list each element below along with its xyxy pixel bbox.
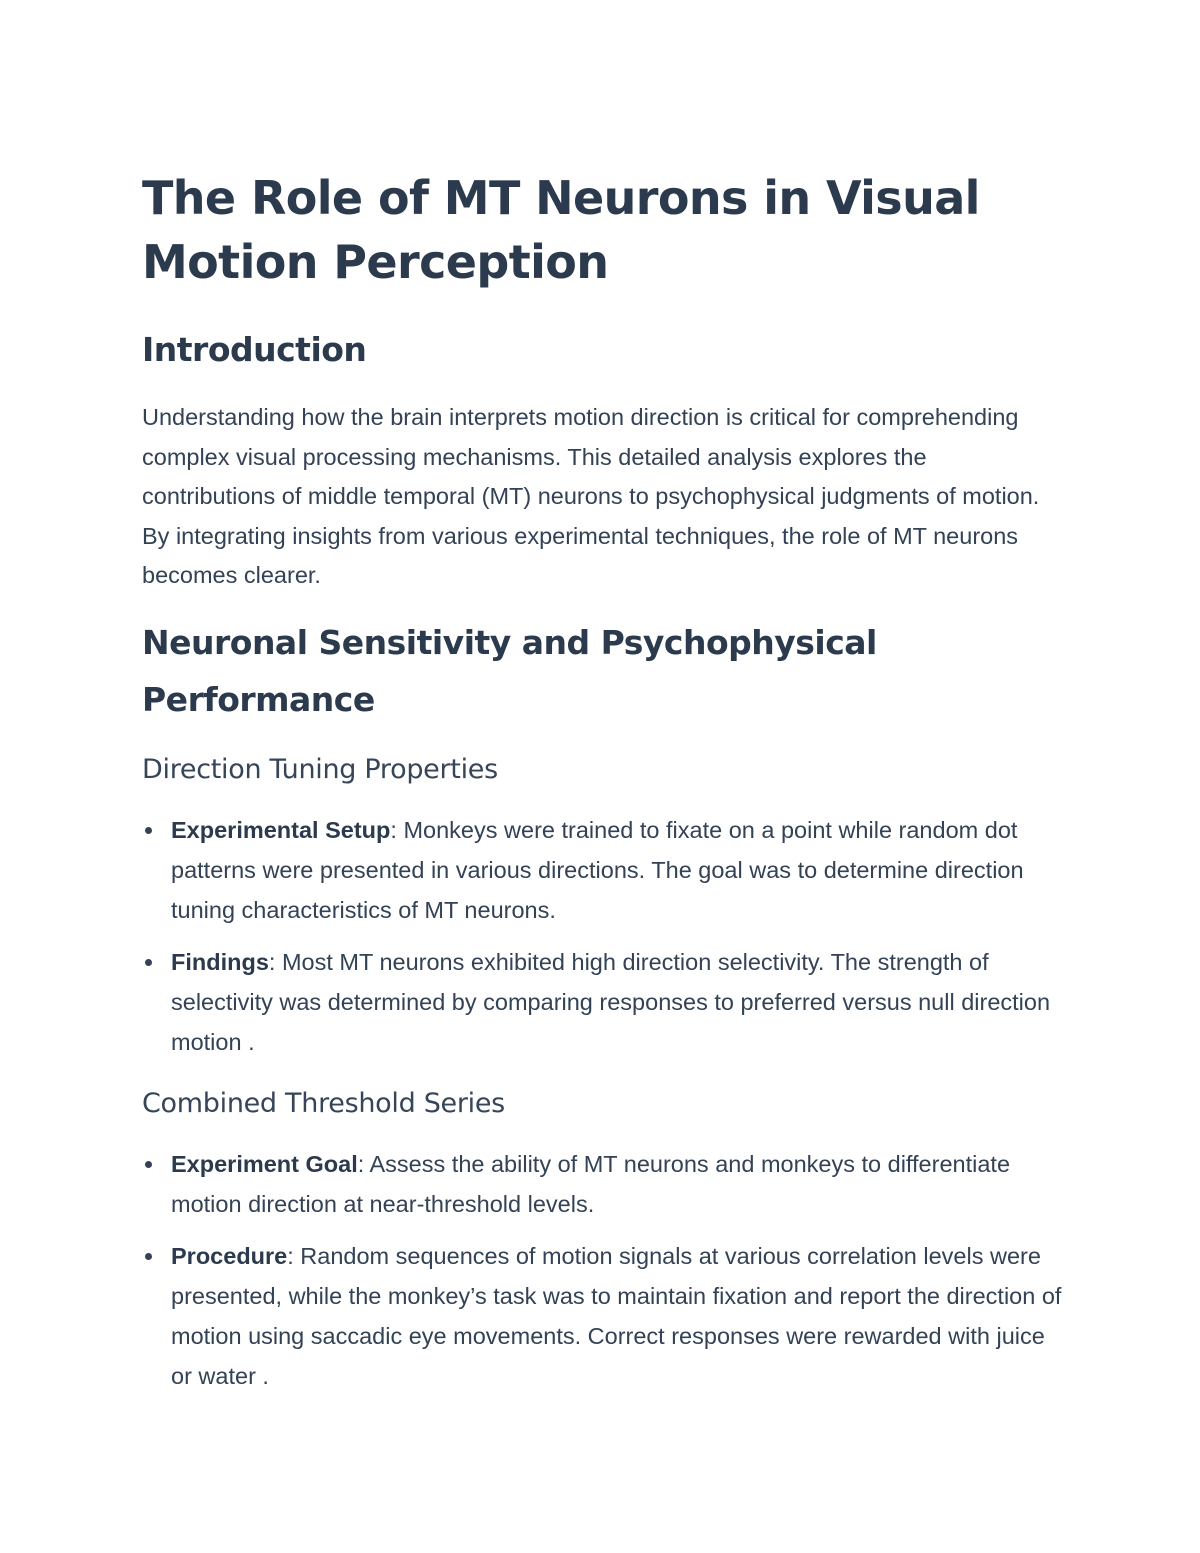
bullet-label: Experiment Goal	[171, 1150, 358, 1177]
combined-threshold-list	[142, 1144, 1062, 1396]
list-item	[142, 810, 1062, 930]
bullet-label: Findings	[171, 948, 269, 975]
list-item	[142, 1236, 1062, 1396]
document-title: The Role of MT Neurons in Visual Motion Perception	[142, 171, 980, 289]
bullet-icon	[145, 1253, 152, 1260]
document-page	[142, 166, 1062, 1396]
bullet-icon	[145, 959, 152, 966]
combined-threshold-heading: Combined Threshold Series	[142, 1087, 505, 1119]
list-item	[142, 1144, 1062, 1224]
bullet-text: : Assess the ability of MT neurons and monkeys to differentiate motion direction at near-threshold levels.	[171, 1150, 1011, 1217]
sensitivity-section-heading: Neuronal Sensitivity and Psychophysical Performance	[142, 622, 877, 719]
introduction-heading: Introduction	[142, 330, 367, 369]
introduction-paragraph: Understanding how the brain interprets motion direction is critical for comprehending complex visual processing mechanisms. This detailed analysis explores the contributions of middle temporal (MT) neurons to psychophysical judgments of motion. By integrating insights from various experimental techniques, the role of MT neurons becomes clearer.	[142, 404, 1040, 588]
bullet-label: Experimental Setup	[171, 816, 391, 843]
bullet-label: Procedure	[171, 1242, 288, 1269]
bullet-text: : Monkeys were trained to fixate on a point while random dot patterns were presented in various directions. The goal was to determine direction tuning characteristics of MT neurons.	[171, 816, 1024, 923]
direction-tuning-list	[142, 810, 1062, 1062]
list-item	[142, 942, 1062, 1062]
bullet-text: : Most MT neurons exhibited high direction selectivity. The strength of selectivity was determined by comparing responses to preferred versus null direction motion .	[171, 948, 1051, 1055]
direction-tuning-heading: Direction Tuning Properties	[142, 753, 498, 785]
bullet-text: : Random sequences of motion signals at various correlation levels were presented, while the monkey’s task was to maintain fixation and report the direction of motion using saccadic eye movements. Correct responses were rewarded with juice or water .	[171, 1242, 1062, 1389]
bullet-icon	[145, 1161, 152, 1168]
bullet-icon	[145, 827, 152, 834]
